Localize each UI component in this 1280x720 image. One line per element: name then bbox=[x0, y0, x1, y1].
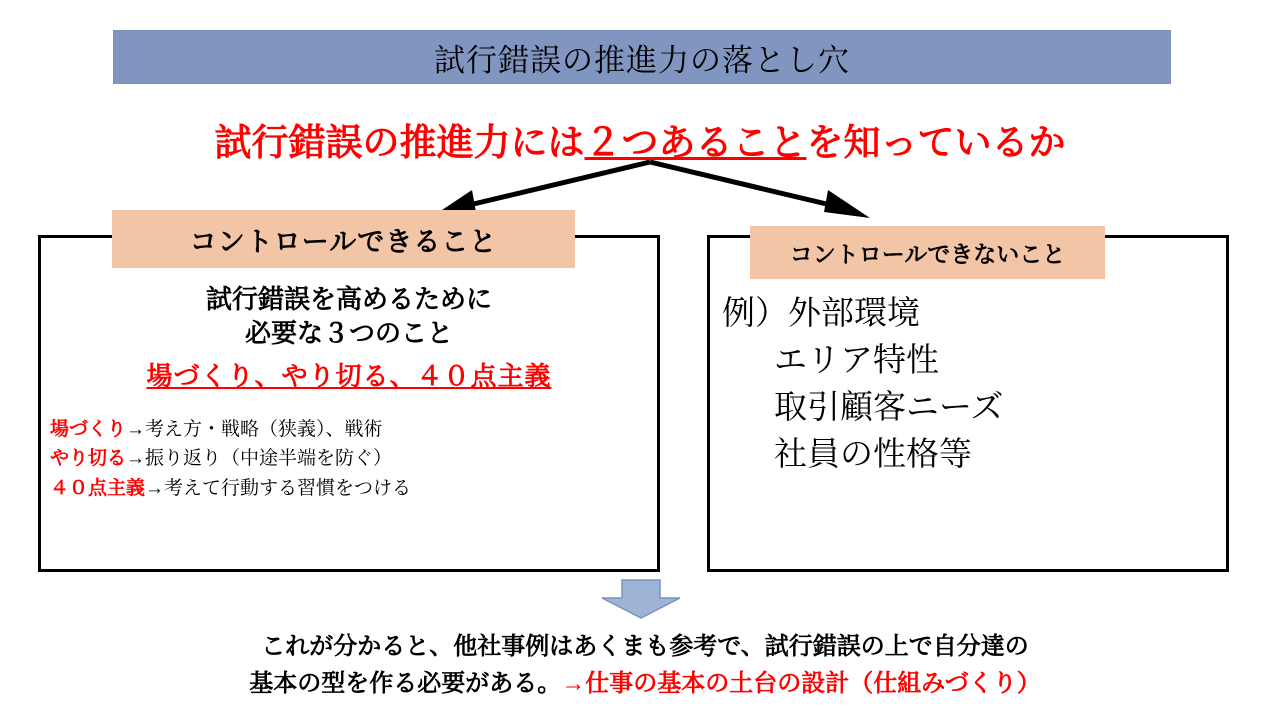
controllable-subtitle-line2: 必要な３つのこと bbox=[244, 318, 453, 349]
detail-key-3: ４０点主義 bbox=[50, 477, 146, 499]
controllable-content bbox=[44, 282, 654, 503]
controllable-header-pill bbox=[112, 210, 575, 268]
controllable-keywords: 場づくり、やり切る、４０点主義 bbox=[146, 360, 552, 391]
footer-line-2-black: 基本の型を作る必要がある。 bbox=[249, 670, 562, 698]
headline-underlined: ２つあること bbox=[584, 122, 807, 163]
detail-text-2: 振り返り（中途半端を防ぐ） bbox=[145, 448, 393, 470]
detail-arrow-1: → bbox=[126, 418, 146, 440]
headline-pre: 試行錯誤の推進力には bbox=[214, 122, 585, 163]
list-item: 例）外部環境 bbox=[722, 294, 920, 331]
footer-line-2-red: →仕事の基本の土台の設計（仕組みづくり） bbox=[561, 670, 1041, 698]
list-item bbox=[50, 474, 654, 503]
footer-conclusion bbox=[40, 628, 1250, 702]
slide-title: 試行錯誤の推進力の落とし穴 bbox=[434, 42, 850, 78]
controllable-details-list bbox=[44, 415, 654, 503]
controllable-header-label: コントロールできること bbox=[189, 226, 498, 257]
detail-text-3: 考えて行動する習慣をつける bbox=[164, 477, 412, 499]
list-item: エリア特性 bbox=[774, 340, 939, 378]
footer-line-2 bbox=[40, 665, 1250, 702]
controllable-subtitle-line1: 試行錯誤を高めるために bbox=[205, 284, 492, 314]
uncontrollable-header-label: コントロールできないこと bbox=[789, 241, 1066, 267]
down-arrow-icon bbox=[596, 578, 686, 620]
headline-post: を知っているか bbox=[806, 122, 1066, 163]
detail-key-2: やり切る bbox=[50, 448, 127, 470]
footer-line-1: これが分かると、他社事例はあくまも参考で、試行錯誤の上で自分達の bbox=[261, 633, 1029, 660]
detail-key-1: 場づくり bbox=[50, 418, 127, 440]
list-item bbox=[50, 415, 654, 444]
uncontrollable-header-pill bbox=[750, 226, 1105, 279]
list-item: 社員の性格等 bbox=[774, 434, 972, 472]
slide-title-bar bbox=[113, 30, 1171, 84]
detail-text-1: 考え方・戦略（狭義）、戦術 bbox=[145, 418, 383, 440]
uncontrollable-content bbox=[722, 290, 1222, 477]
list-item bbox=[50, 444, 654, 473]
list-item: 取引顧客ニーズ bbox=[774, 387, 1004, 425]
headline bbox=[0, 112, 1280, 166]
detail-arrow-2: → bbox=[126, 448, 146, 470]
detail-arrow-3: → bbox=[145, 477, 165, 499]
